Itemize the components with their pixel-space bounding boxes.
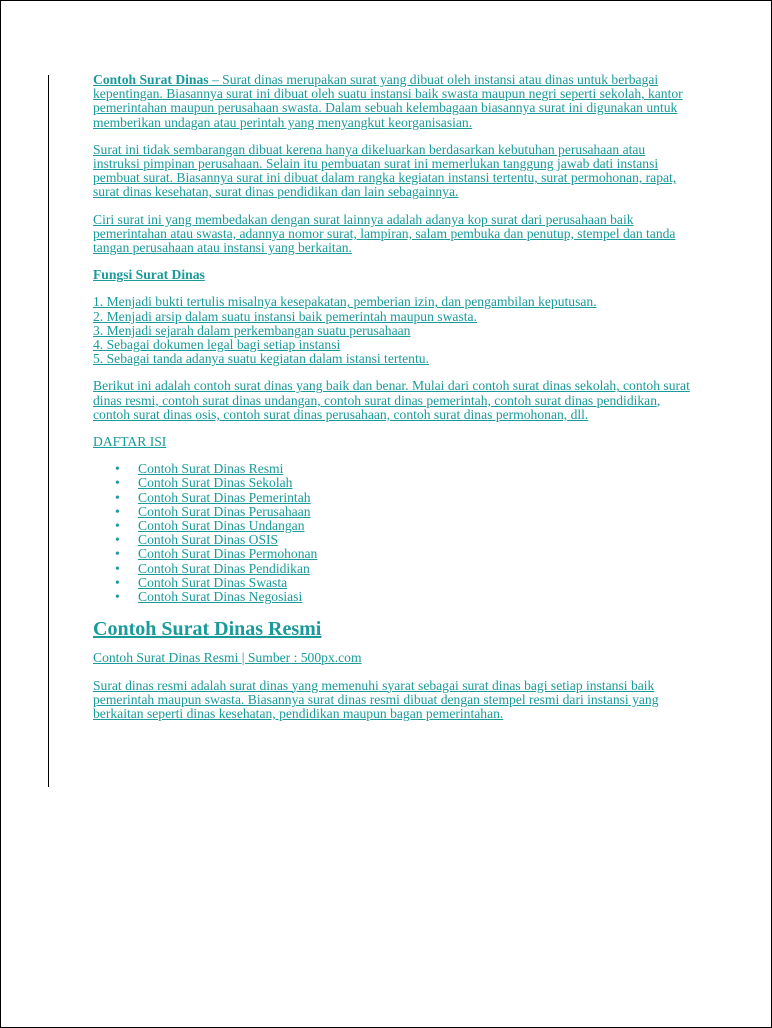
paragraph-2 [93, 143, 693, 200]
fungsi-item-1[interactable]: 1. Menjadi bukti tertulis misalnya kesepakatan, pemberian izin, dan pengambilan keputusan. [93, 294, 597, 310]
bullet-icon: • [115, 546, 120, 562]
bullet-icon: • [115, 560, 120, 576]
bullet-icon: • [115, 475, 120, 491]
intro-title-link[interactable]: Contoh Surat Dinas [93, 72, 209, 87]
list-item [93, 324, 693, 338]
toc-link-osis[interactable]: Contoh Surat Dinas OSIS [138, 532, 279, 548]
toc-item [115, 576, 693, 590]
paragraph-3-text[interactable]: Ciri surat ini yang membedakan dengan surat lainnya adalah adanya kop surat dari perusahaan baik pemerintahan atau swasta, adannya nomor surat, lampiran, salam pembuka dan penutup, stempel dan tanda tangan perusahaan atau instansi yang berkaitan. [93, 211, 676, 256]
paragraph-4-text[interactable]: Berikut ini adalah contoh surat dinas yang baik dan benar. Mulai dari contoh surat dinas sekolah, contoh surat dinas resmi, contoh surat dinas undangan, contoh surat dinas pemerintah, contoh surat dinas pendidikan, contoh surat dinas osis, contoh surat dinas perusahaan, contoh surat dinas permohonan, dll. [93, 378, 690, 422]
paragraph-3 [93, 213, 693, 256]
fungsi-list [93, 295, 693, 366]
bullet-icon: • [115, 461, 120, 477]
toc-title-link[interactable]: DAFTAR ISI [93, 434, 167, 450]
toc-item [115, 533, 693, 547]
toc-item [115, 590, 693, 604]
paragraph-2-text[interactable]: Surat ini tidak sembarangan dibuat kerena hanya dikeluarkan berdasarkan kebutuhan perusahaan atau instruksi pimpinan perusahaan. Selain itu pembuatan surat ini memerlukan tanggung jawab dati instansi pembuat surat. Biasannya surat ini dibuat dalam rangka kegiatan instansi tertentu, surat permohonan, rapat, surat dinas kesehatan, surat dinas pendidikan dan lain sebagainnya. [93, 141, 677, 200]
bullet-icon: • [115, 532, 120, 548]
toc-link-negosiasi[interactable]: Contoh Surat Dinas Negosiasi [138, 589, 303, 605]
bullet-icon: • [115, 589, 120, 605]
section-paragraph-text[interactable]: Surat dinas resmi adalah surat dinas yang memenuhi syarat sebagai surat dinas bagi setiap instansi baik pemerintah maupun swasta. Biasannya surat dinas resmi dibuat dengan stempel resmi dari instansi yang berkaitan seperti dinas kesehatan, pendidikan maupun bagan pemerintahan. [93, 677, 659, 721]
toc-link-resmi[interactable]: Contoh Surat Dinas Resmi [138, 461, 284, 477]
fungsi-item-4[interactable]: 4. Sebagai dokumen legal bagi setiap instansi [93, 337, 341, 353]
section-paragraph [93, 679, 693, 722]
toc-item [115, 562, 693, 576]
fungsi-item-2[interactable]: 2. Menjadi arsip dalam suatu instansi baik pemerintah maupun swasta. [93, 308, 477, 324]
left-margin-line [48, 75, 49, 787]
toc-item [115, 462, 693, 476]
list-item [93, 310, 693, 324]
toc-item [115, 547, 693, 561]
image-caption-link[interactable]: Contoh Surat Dinas Resmi | Sumber : 500px.com [93, 650, 362, 666]
toc-item [115, 491, 693, 505]
intro-dash: – [208, 72, 223, 87]
fungsi-heading-link[interactable]: Fungsi Surat Dinas [93, 267, 205, 283]
intro-paragraph [93, 73, 693, 130]
toc-item [115, 476, 693, 490]
toc-link-permohonan[interactable]: Contoh Surat Dinas Permohonan [138, 546, 318, 562]
document-content [93, 73, 693, 734]
toc-link-undangan[interactable]: Contoh Surat Dinas Undangan [138, 518, 305, 534]
toc-link-pendidikan[interactable]: Contoh Surat Dinas Pendidikan [138, 560, 310, 576]
bullet-icon: • [115, 574, 120, 590]
intro-text[interactable]: Surat dinas merupakan surat yang dibuat oleh instansi atau dinas untuk berbagai kepentingan. Biasannya surat ini dibuat oleh suatu instansi baik swasta maupun negri seperti sekolah, kantor pemerintahan maupun perusahaan swasta. Dalam sebuah kelembagaan biasannya surat ini digunakan untuk memberikan undagan atau perintah yang menyangkut keorganisasian. [93, 72, 683, 130]
list-item [93, 338, 693, 352]
bullet-icon: • [115, 489, 120, 505]
bullet-icon: • [115, 503, 120, 519]
list-item [93, 295, 693, 309]
paragraph-4 [93, 379, 693, 422]
toc-link-swasta[interactable]: Contoh Surat Dinas Swasta [138, 574, 288, 590]
image-caption [93, 651, 693, 665]
toc-item [115, 505, 693, 519]
list-item [93, 352, 693, 366]
fungsi-item-5[interactable]: 5. Sebagai tanda adanya suatu kegiatan dalam istansi tertentu. [93, 351, 429, 367]
toc-link-perusahaan[interactable]: Contoh Surat Dinas Perusahaan [138, 503, 311, 519]
fungsi-item-3[interactable]: 3. Menjadi sejarah dalam perkembangan suatu perusahaan [93, 322, 411, 338]
toc-link-sekolah[interactable]: Contoh Surat Dinas Sekolah [138, 475, 293, 491]
toc-title [93, 435, 693, 449]
fungsi-heading [93, 268, 693, 282]
bullet-icon: • [115, 518, 120, 534]
section-heading[interactable]: Contoh Surat Dinas Resmi [93, 618, 322, 641]
toc-link-pemerintah[interactable]: Contoh Surat Dinas Pemerintah [138, 489, 311, 505]
toc-item [115, 519, 693, 533]
toc-list [93, 462, 693, 604]
